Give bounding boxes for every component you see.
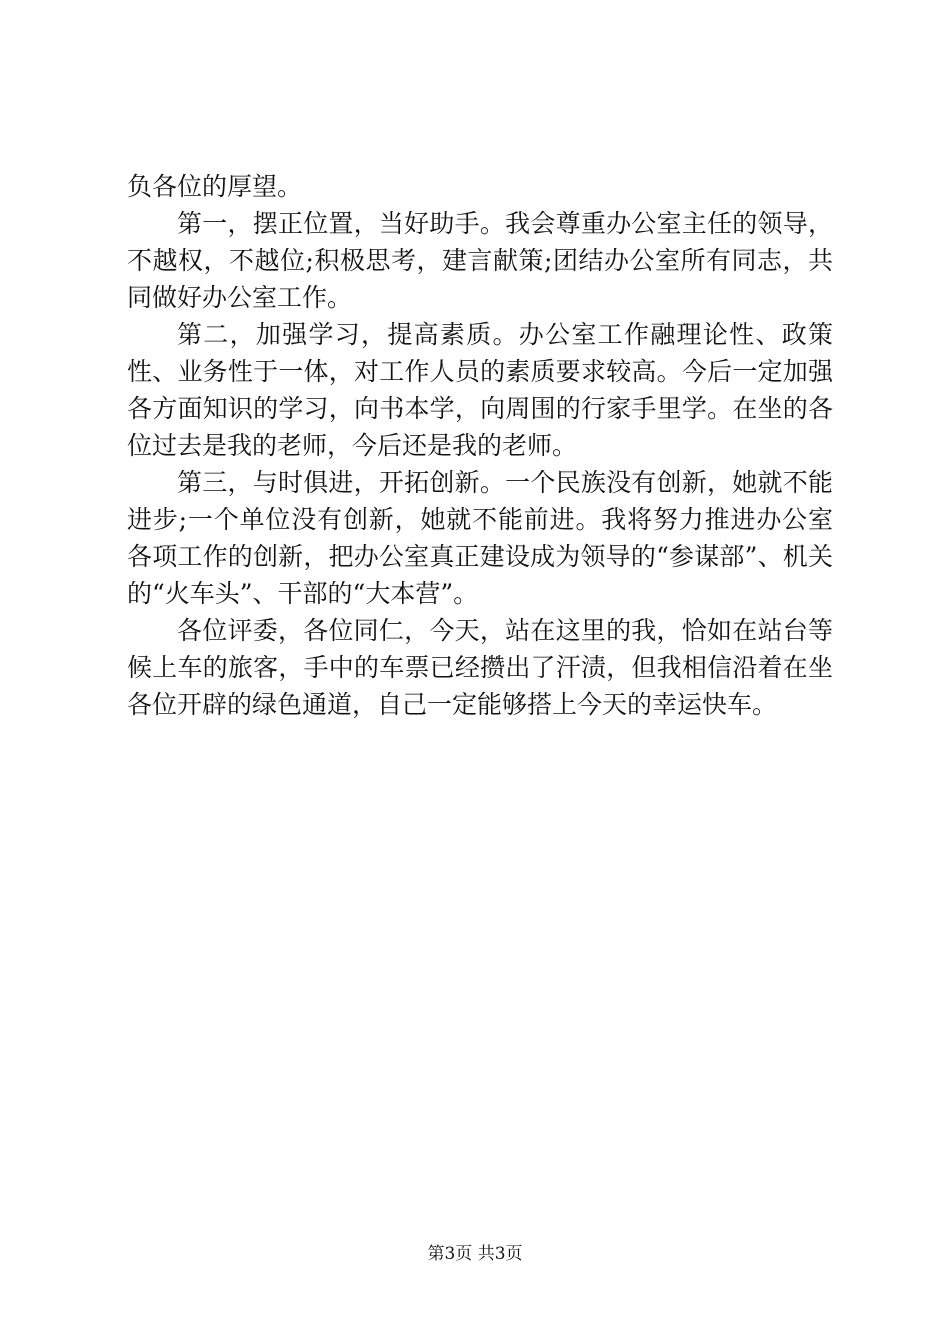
document-body	[127, 168, 833, 723]
paragraph-closing: 各位评委，各位同仁，今天，站在这里的我，恰如在站台等候上车的旅客，手中的车票已经攒出了汗渍，但我相信沿着在坐各位开辟的绿色通道，自己一定能够搭上今天的幸运快车。	[127, 616, 833, 719]
paragraph-third-point: 第三，与时俱进，开拓创新。一个民族没有创新，她就不能进步;一个单位没有创新，她就不能前进。我将努力推进办公室各项工作的创新，把办公室真正建设成为领导的“参谋部”、机关的“火车头”、干部的“大本营”。	[127, 468, 833, 608]
paragraph-first-point: 第一，摆正位置，当好助手。我会尊重办公室主任的领导，不越权，不越位;积极思考，建言献策;团结办公室所有同志，共同做好办公室工作。	[127, 209, 833, 312]
paragraph-continuation: 负各位的厚望。	[127, 172, 303, 201]
paragraph-second-point: 第二，加强学习，提高素质。办公室工作融理论性、政策性、业务性于一体，对工作人员的素质要求较高。今后一定加强各方面知识的学习，向书本学，向周围的行家手里学。在坐的各位过去是我的老师，今后还是我的老师。	[127, 320, 833, 460]
page-footer: 第3页 共3页	[427, 1244, 523, 1264]
